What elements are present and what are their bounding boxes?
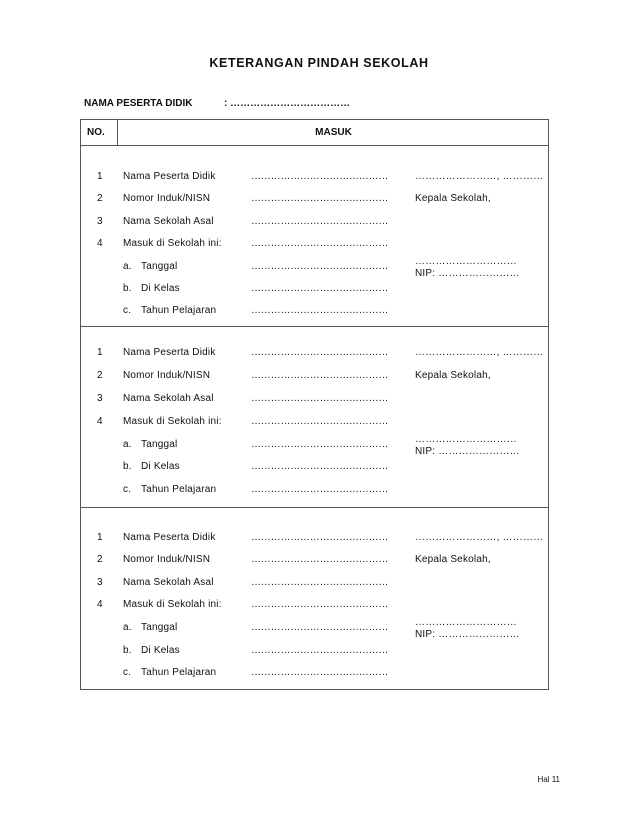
signature-line: ………………………… bbox=[415, 434, 517, 445]
place-date: ……………………, ………… bbox=[415, 532, 544, 543]
pindah-table bbox=[80, 119, 549, 690]
nama-peserta-row bbox=[84, 98, 350, 109]
kepala-sekolah-label: Kepala Sekolah, bbox=[415, 554, 491, 565]
col-no-header: NO. bbox=[87, 127, 105, 138]
entry-section: 1 Nama Peserta Didik …………………………………… 2 Nomor Induk/NISN …………………………………… 3 Nama Sekolah Asal …………………………………… 4 Masuk di Sekolah ini: …………………………………… a. Tanggal …………………………………… b. Di Kelas …………………………………… c. Tahun Pelajaran …………………………………… ……………………, ………… Kepala Sekolah, ………………………… NIP: …………………… bbox=[81, 327, 548, 508]
nip-line: NIP: …………………… bbox=[415, 629, 520, 640]
place-date: ……………………, ………… bbox=[415, 347, 544, 358]
nama-peserta-label: NAMA PESERTA DIDIK bbox=[84, 98, 193, 109]
kepala-sekolah-label: Kepala Sekolah, bbox=[415, 370, 491, 381]
nip-line: NIP: …………………… bbox=[415, 446, 520, 457]
entry-section: 1 Nama Peserta Didik …………………………………… 2 Nomor Induk/NISN …………………………………… 3 Nama Sekolah Asal …………………………………… 4 Masuk di Sekolah ini: …………………………………… a. Tanggal …………………………………… b. Di Kelas …………………………………… c. Tahun Pelajaran …………………………………… ……………………, ………… Kepala Sekolah, ………………………… NIP: …………………… bbox=[97, 532, 544, 678]
nama-peserta-value: : ……………………………… bbox=[224, 98, 351, 109]
page-title: KETERANGAN PINDAH SEKOLAH bbox=[209, 56, 429, 70]
signature-line: ………………………… bbox=[415, 617, 517, 628]
page-number: Hal 11 bbox=[537, 775, 560, 784]
table-header bbox=[81, 120, 548, 146]
nip-line: NIP: …………………… bbox=[415, 268, 520, 279]
place-date: ……………………, ………… bbox=[415, 171, 544, 182]
entry-section: 1 Nama Peserta Didik …………………………………… 2 Nomor Induk/NISN …………………………………… 3 Nama Sekolah Asal …………………………………… 4 Masuk di Sekolah ini: …………………………………… a. Tanggal …………………………………… b. Di Kelas …………………………………… c. Tahun Pelajaran …………………………………… ……………………, ………… Kepala Sekolah, ………………………… NIP: …………………… bbox=[81, 146, 548, 327]
signature-line: ………………………… bbox=[415, 256, 517, 267]
col-masuk-header: MASUK bbox=[315, 127, 352, 138]
kepala-sekolah-label: Kepala Sekolah, bbox=[415, 193, 491, 204]
